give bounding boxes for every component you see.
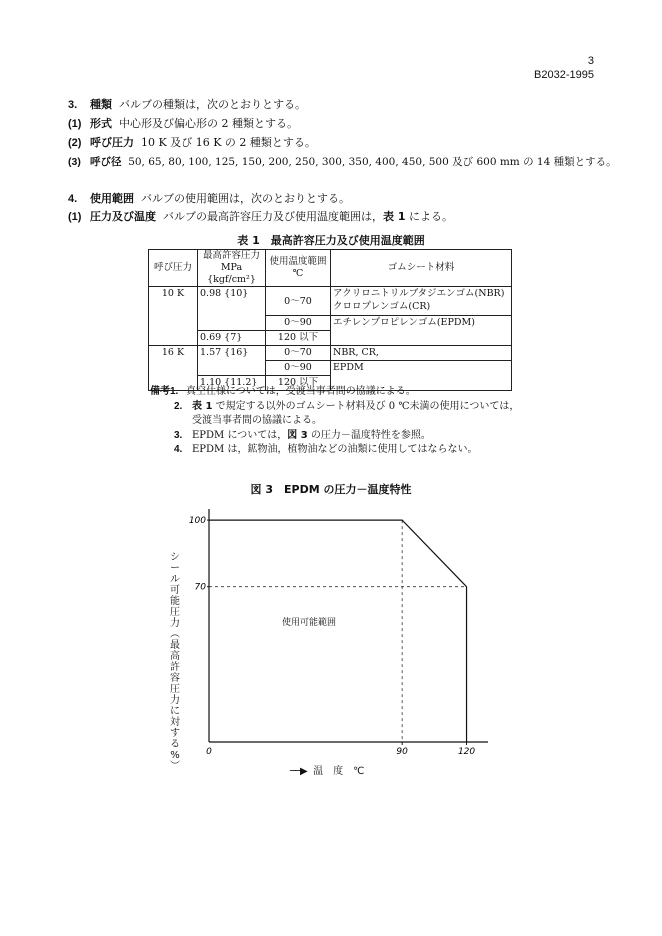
y-axis-label-char: 可 xyxy=(170,585,180,596)
section-title: 使用範囲 xyxy=(90,192,134,205)
item-text: 10 K 及び 16 K の 2 種類とする。 xyxy=(141,136,316,149)
remark-number: 2. xyxy=(174,401,183,412)
item-number: (1) xyxy=(68,211,82,223)
header-nominal: 呼び圧力 xyxy=(149,250,198,287)
y-axis-label-char: 最 xyxy=(170,640,180,651)
y-axis-label-char: 対 xyxy=(170,717,180,728)
item-title: 形式 xyxy=(90,117,112,130)
remark-text: EPDM については， xyxy=(192,430,288,441)
header-temp-line2: ℃ xyxy=(292,268,304,279)
header-pressure-line1: 最高許容圧力 xyxy=(202,250,260,261)
cell-material: エチレンプロピレンゴム(EPDM) xyxy=(331,316,512,346)
y-axis-label-char: 容 xyxy=(170,673,180,684)
standard-id: B2032-1995 xyxy=(534,69,594,81)
y-tick-label: 100 xyxy=(188,516,206,527)
y-axis-label-char: 力 xyxy=(170,618,180,629)
y-axis-label-char: 力 xyxy=(170,695,180,706)
y-axis-label-char: る xyxy=(170,739,180,750)
page-number: 3 xyxy=(587,55,594,67)
header-material: ゴムシート材料 xyxy=(331,250,512,287)
remark-text: 受渡当事者間の協議による。 xyxy=(192,415,322,426)
y-axis-label-char: 圧 xyxy=(170,607,180,618)
y-axis-label-char: ル xyxy=(170,574,180,585)
material-line: アクリロニトリルブタジエンゴム(NBR) xyxy=(333,288,505,299)
item-text: 中心形及び偏心形の 2 種類とする。 xyxy=(119,117,298,130)
item-number: (1) xyxy=(68,118,82,130)
y-axis-label-char: 能 xyxy=(170,596,180,607)
x-tick-label: 90 xyxy=(396,747,408,757)
item-text: 50, 65, 80, 100, 125, 150, 200, 250, 300, 350, 400, 450, 500 及び 600 mm の 14 種類とする。 xyxy=(128,156,617,168)
y-axis-label-char: ︶ xyxy=(170,761,180,772)
remark-text: EPDM は，鉱物油，植物油などの油類に使用してはならない。 xyxy=(192,444,478,455)
table-caption: 表 1 最高許容圧力及び使用温度範囲 xyxy=(237,234,425,247)
section-number: 3. xyxy=(68,99,78,111)
chart-layer xyxy=(189,509,488,757)
cell-temp: 0～90 xyxy=(266,316,331,331)
section-title: 種類 xyxy=(90,98,112,111)
y-axis-label-char: 許 xyxy=(170,662,180,673)
cell-pressure: 0.98 {10} xyxy=(198,287,266,331)
y-axis-label-char: % xyxy=(170,750,180,761)
x-tick-label: 0 xyxy=(206,747,212,757)
series-line-epdm xyxy=(209,520,467,587)
remark-number: 4. xyxy=(174,444,183,455)
cell-temp: 120 以下 xyxy=(266,331,331,346)
x-tick-label: 120 xyxy=(457,747,476,757)
remark-number: 1. xyxy=(170,386,179,397)
item-text-end: による。 xyxy=(405,210,453,223)
region-label: 使用可能範囲 xyxy=(282,618,337,628)
section-text: バルブの使用範囲は，次のとおりとする。 xyxy=(141,192,350,205)
cell-pressure: 0.69 {7} xyxy=(198,331,266,346)
remarks-label: 備考 xyxy=(150,386,170,397)
remark-ref: 表 1 xyxy=(192,401,213,412)
figure-caption: 図 3 EPDM の圧力－温度特性 xyxy=(250,483,412,496)
cell-temp: 0～70 xyxy=(266,346,331,361)
remark-ref: 図 3 xyxy=(287,430,308,441)
cell-nominal: 16 K xyxy=(149,346,198,391)
section-number: 4. xyxy=(68,193,78,205)
x-axis-label xyxy=(290,762,364,777)
item-title: 呼び径 xyxy=(90,156,122,168)
remark-text: で規定する以外のゴムシート材料及び 0 ℃未満の使用については， xyxy=(212,401,520,412)
y-axis-label-char: シ xyxy=(170,552,180,563)
y-axis-label-char: 圧 xyxy=(170,684,180,695)
y-axis-label-char: に xyxy=(170,706,180,717)
table-ref: 表 1 xyxy=(383,210,406,223)
x-axis-label-text: 温 度 ℃ xyxy=(313,766,365,777)
cell-pressure: 1.10 {11.2} xyxy=(198,376,266,391)
item-text: バルブの最高許容圧力及び使用温度範囲は， xyxy=(163,210,383,223)
cell-pressure: 1.57 {16} xyxy=(198,346,266,376)
item-number: (3) xyxy=(68,156,81,168)
header-pressure-line2: MPa {kgf/cm²} xyxy=(207,262,256,285)
material-line: クロロプレンゴム(CR) xyxy=(333,301,431,312)
cell-nominal: 10 K xyxy=(149,287,198,346)
cell-material: EPDM xyxy=(331,361,512,391)
item-number: (2) xyxy=(68,137,82,149)
y-axis-label-char: 高 xyxy=(170,651,180,662)
remark-text-end: の圧力－温度特性を参照。 xyxy=(307,430,431,441)
item-title: 呼び圧力 xyxy=(90,136,134,149)
arrow-right-icon: ──▶ xyxy=(290,766,307,777)
remark-text: 真空仕様については，受渡当事者間の協議による。 xyxy=(186,386,416,397)
cell-temp: 0～70 xyxy=(266,287,331,316)
item-title: 圧力及び温度 xyxy=(90,210,156,223)
y-axis-label-char: す xyxy=(170,728,180,739)
remark-number: 3. xyxy=(174,430,183,441)
y-axis-label-char: ー xyxy=(170,563,180,574)
cell-temp: 0～90 xyxy=(266,361,331,376)
y-axis-label-char: ︵ xyxy=(170,629,180,640)
y-axis-label xyxy=(168,552,182,772)
section-text: バルブの種類は，次のとおりとする。 xyxy=(119,98,306,111)
cell-material: NBR, CR, xyxy=(331,346,512,361)
cell-temp: 120 以下 xyxy=(266,376,331,391)
y-tick-label: 70 xyxy=(194,582,206,593)
header-temp-line1: 使用温度範囲 xyxy=(269,256,327,267)
